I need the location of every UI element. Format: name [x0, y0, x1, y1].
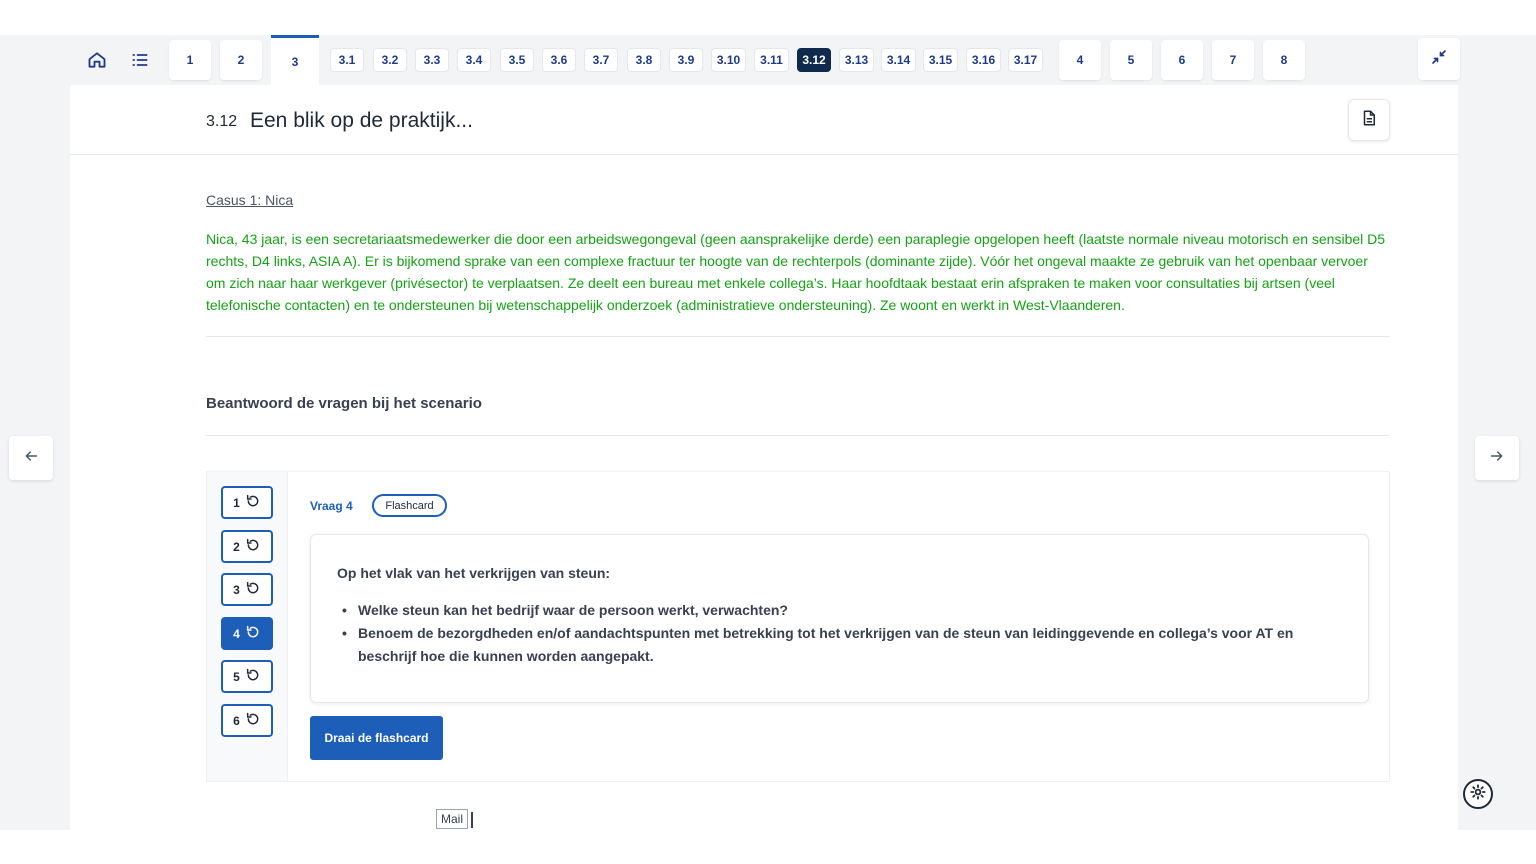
chapter-tab-3[interactable]: 3: [271, 35, 319, 85]
chapter-tab-6[interactable]: 6: [1161, 40, 1203, 80]
flashcard-intro: Op het vlak van het verkrijgen van steun:: [337, 565, 611, 581]
subsection-tab-3-4[interactable]: 3.4: [457, 48, 491, 72]
subsection-tab-3-15[interactable]: 3.15: [923, 48, 958, 72]
text-cursor: [471, 812, 473, 828]
next-button[interactable]: [1475, 436, 1519, 480]
divider: [206, 435, 1390, 436]
subsection-tab-3-16[interactable]: 3.16: [966, 48, 1001, 72]
section-header: [70, 85, 1458, 155]
subsection-tab-3-6[interactable]: 3.6: [542, 48, 576, 72]
reset-icon: [245, 537, 261, 556]
arrow-right-icon: [1489, 448, 1505, 469]
subsection-tab-3-8[interactable]: 3.8: [627, 48, 661, 72]
question-button-2[interactable]: [221, 530, 273, 563]
question-nav: [207, 472, 288, 781]
top-navigation: [70, 35, 1458, 85]
question-number: 6: [233, 713, 240, 728]
subsection-tab-3-11[interactable]: 3.11: [754, 48, 789, 72]
subsection-tab-3-12[interactable]: 3.12: [797, 48, 831, 72]
collapse-button[interactable]: [1418, 38, 1460, 80]
question-button-5[interactable]: [221, 660, 273, 693]
question-number: 1: [233, 495, 240, 510]
subsection-tab-3-5[interactable]: 3.5: [500, 48, 534, 72]
question-number: 5: [233, 669, 240, 684]
case-description: Nica, 43 jaar, is een secretariaatsmedewerker die door een arbeidswegongeval (geen aansprakelijke derde) een paraplegie opgelopen heeft (laatste normale niveau motorisch en sensibel D5 rechts, D4 links, ASIA A). Er is bijkomend sprake van een complexe fractuur ter hoogte van de rechterpols (dominante zijde). Vóór het ongeval maakte ze gebruik van het openbaar vervoer om zich naar haar werkgever (privésector) te verplaatsen. Ze deelt een bureau met enkele collega’s. Haar hoofdtaak bestaat erin afspraken te maken voor consultaties bij artsen (veel telefonische contacten) en te ondersteunen bij wetenschappelijk onderzoek (administratieve ondersteuning). Ze woont en werkt in West-Vlaanderen.: [206, 231, 1386, 313]
list-icon[interactable]: [127, 47, 153, 73]
flashcard-widget: [206, 471, 1390, 782]
subsection-tab-3-2[interactable]: 3.2: [373, 48, 407, 72]
arrow-left-icon: [23, 448, 39, 469]
section-number: 3.12: [206, 113, 238, 130]
content-panel: [70, 85, 1458, 830]
subsection-tab-3-14[interactable]: 3.14: [881, 48, 916, 72]
question-button-6[interactable]: [221, 704, 273, 737]
flip-flashcard-button[interactable]: Draai de flashcard: [310, 716, 443, 760]
subsection-tab-3-17[interactable]: 3.17: [1008, 48, 1043, 72]
question-number: 2: [233, 539, 240, 554]
chapter-tab-1[interactable]: 1: [169, 40, 211, 80]
flashcard-badge: Flashcard: [372, 494, 447, 517]
reset-icon: [245, 624, 261, 643]
question-number: 3: [233, 582, 240, 597]
home-icon[interactable]: [84, 47, 110, 73]
subsection-tab-3-7[interactable]: 3.7: [584, 48, 618, 72]
chapter-tab-4[interactable]: 4: [1059, 40, 1101, 80]
question-number: 4: [233, 626, 240, 641]
question-button-1[interactable]: [221, 486, 273, 519]
flashcard-list: [337, 599, 1337, 668]
settings-button[interactable]: [1463, 779, 1493, 809]
subsection-tab-3-3[interactable]: 3.3: [415, 48, 449, 72]
document-button[interactable]: [1348, 99, 1390, 141]
subsection-tab-3-13[interactable]: 3.13: [839, 48, 874, 72]
case-link[interactable]: Casus 1: Nica: [206, 192, 294, 208]
chapter-tab-5[interactable]: 5: [1110, 40, 1152, 80]
document-icon: [1360, 109, 1378, 132]
mail-tag: Mail: [436, 809, 468, 829]
question-button-4[interactable]: [221, 617, 273, 650]
reset-icon: [245, 711, 261, 730]
reset-icon: [245, 667, 261, 686]
flashcard: [310, 534, 1369, 703]
chapter-tab-7[interactable]: 7: [1212, 40, 1254, 80]
subsection-tab-3-9[interactable]: 3.9: [669, 48, 703, 72]
subsection-tab-3-1[interactable]: 3.1: [330, 48, 364, 72]
question-button-3[interactable]: [221, 573, 273, 606]
question-label: Vraag 4: [310, 499, 353, 513]
collapse-icon: [1430, 48, 1448, 71]
gear-icon: [1469, 783, 1487, 806]
chapter-tab-2[interactable]: 2: [220, 40, 262, 80]
list-item: • Benoem de bezorgdheden en/of aandachtspunten met betrekking tot het verkrijgen van de steun van leidinggevende en collega’s voor AT en beschrijf hoe die kunnen worden aangepakt.: [337, 622, 1337, 668]
chapter-tab-8[interactable]: 8: [1263, 40, 1305, 80]
reset-icon: [245, 493, 261, 512]
reset-icon: [245, 580, 261, 599]
subsection-tab-3-10[interactable]: 3.10: [711, 48, 746, 72]
page-title: Een blik op de praktijk...: [250, 109, 473, 132]
list-item: • Welke steun kan het bedrijf waar de persoon werkt, verwachten?: [337, 599, 1337, 622]
questions-heading: Beantwoord de vragen bij het scenario: [206, 395, 482, 412]
previous-button[interactable]: [9, 436, 53, 480]
divider: [206, 336, 1390, 337]
